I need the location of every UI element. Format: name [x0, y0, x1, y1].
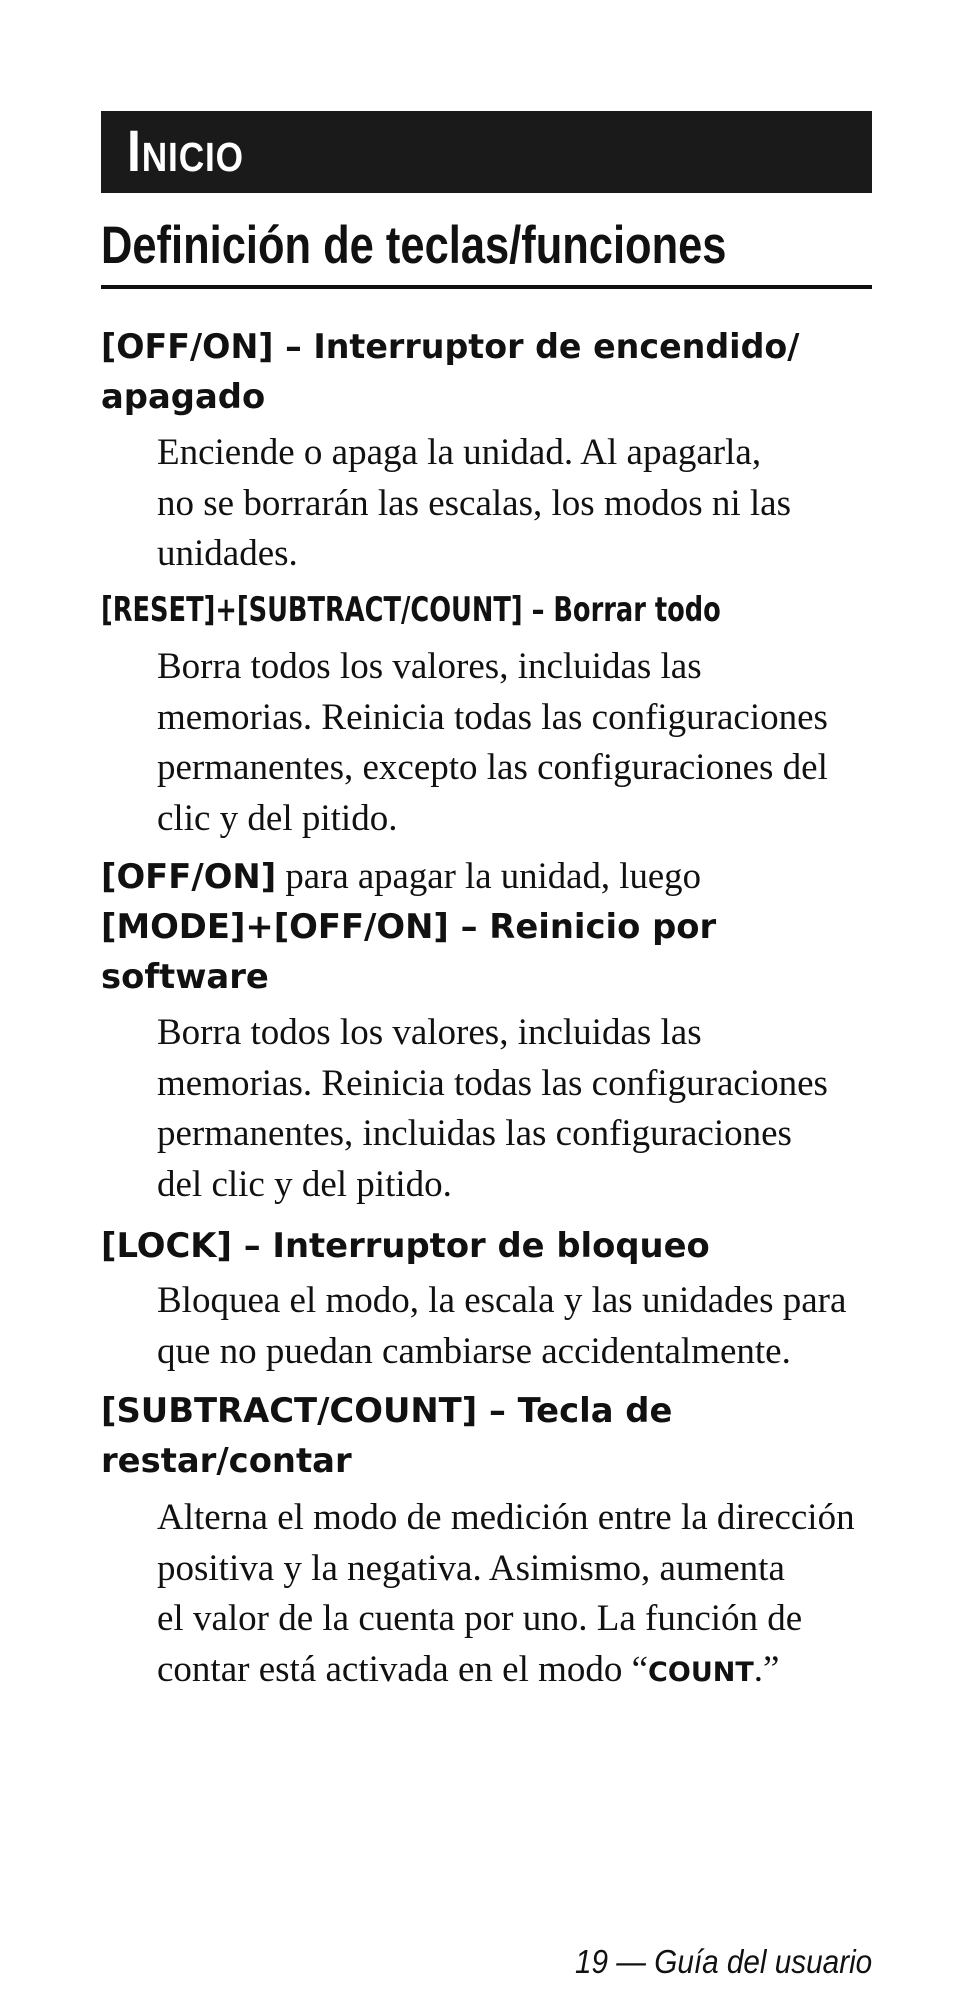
entry-body-soft-reset [157, 1008, 882, 1210]
heading-line: apagado [101, 377, 266, 417]
heading-prefix-plain: para apagar la unidad, luego [276, 856, 701, 897]
heading-line: [MODE]+[OFF/ON] – Reinicio por [101, 907, 717, 947]
entry-heading-soft-reset-prefix [101, 852, 876, 902]
page-subtitle [101, 213, 872, 289]
entry-heading-soft-reset-cont [101, 952, 876, 1002]
body-line: memorias. Reinicia todas las configuraciones [157, 1062, 828, 1104]
heading-line: [OFF/ON] – Interruptor de encendido/ [101, 327, 800, 367]
entry-heading-soft-reset [101, 902, 876, 952]
entry-heading-subtract-cont [101, 1436, 876, 1486]
entry-heading-lock [101, 1221, 876, 1271]
section-banner [101, 111, 872, 193]
body-line: permanentes, excepto las configuraciones del [157, 747, 828, 788]
entry-body-lock [157, 1276, 882, 1377]
body-line: unidades. [157, 533, 298, 574]
page-footer [542, 1940, 872, 1984]
body-line: Enciende o apaga la unidad. Al apagarla, [157, 432, 762, 473]
body-text: .” [753, 1648, 780, 1690]
count-mode-keyword: COUNT [648, 1656, 754, 1688]
section-title: Inicio [127, 119, 244, 184]
body-line: Borra todos los valores, incluidas las [157, 646, 702, 687]
body-line: del clic y del pitido. [157, 1163, 452, 1205]
body-line: Borra todos los valores, incluidas las [157, 1012, 702, 1053]
body-line: no se borrarán las escalas, los modos ni las [157, 482, 791, 524]
entry-body-reset [157, 642, 882, 844]
body-line: permanentes, incluidas las configuraciones [157, 1113, 792, 1154]
heading-prefix-bold: [OFF/ON] [101, 857, 277, 897]
body-line-last [157, 1645, 882, 1699]
body-line: clic y del pitido. [157, 797, 398, 839]
body-line: memorias. Reinicia todas las configuraciones [157, 696, 828, 738]
entry-heading-subtract [101, 1386, 876, 1436]
heading-line: software [101, 957, 269, 997]
body-line: positiva y la negativa. Asimismo, aumenta [157, 1547, 785, 1589]
body-text: contar está activada en el modo “ [157, 1648, 649, 1690]
heading-line: [RESET]+[SUBTRACT/COUNT] – Borrar todo [101, 590, 721, 630]
body-line: Alterna el modo de medición entre la dirección [157, 1497, 855, 1538]
page-number-footer: 19 — Guía del usuario [574, 1943, 872, 1980]
heading-line: restar/contar [101, 1441, 352, 1481]
body-line: Bloquea el modo, la escala y las unidades para [157, 1280, 847, 1321]
entry-heading-off-on-cont [101, 372, 876, 422]
body-line: el valor de la cuenta por uno. La función de [157, 1598, 803, 1639]
heading-line: [SUBTRACT/COUNT] – Tecla de [101, 1391, 673, 1431]
entry-heading-reset [101, 585, 837, 635]
body-line: que no puedan cambiarse accidentalmente. [157, 1330, 791, 1372]
entry-body-off-on [157, 428, 882, 580]
entry-body-subtract [157, 1493, 882, 1698]
entry-heading-off-on [101, 322, 876, 372]
page-subtitle-text: Definición de teclas/funciones [101, 216, 727, 275]
heading-line: [LOCK] – Interruptor de bloqueo [101, 1226, 710, 1266]
